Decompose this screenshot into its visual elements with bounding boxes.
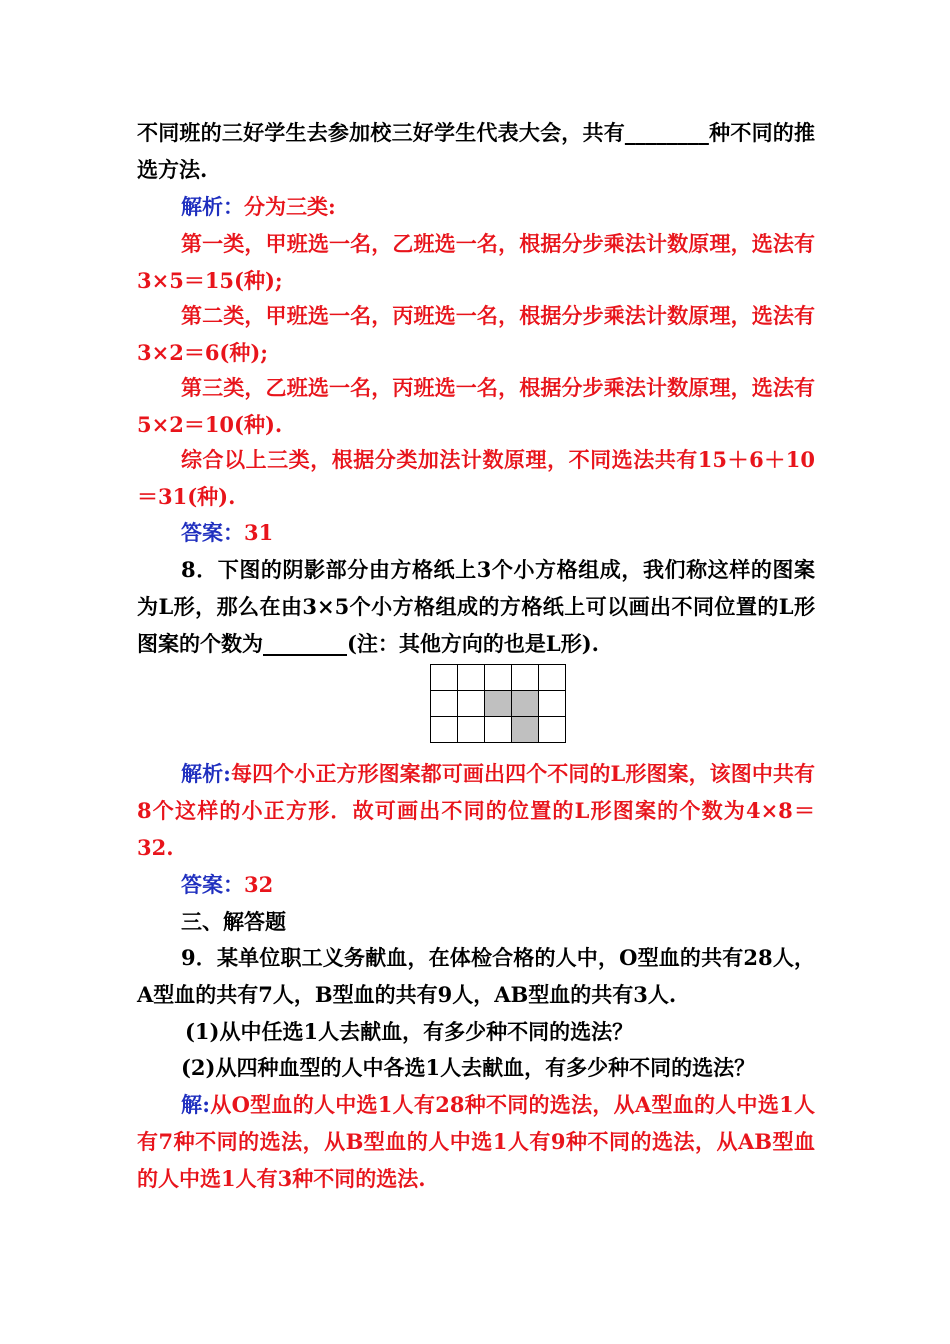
solution-label: 解析: bbox=[181, 761, 231, 786]
grid-cell bbox=[458, 665, 485, 691]
grid-cell bbox=[539, 665, 566, 691]
problem-7-summary: 综合以上三类，根据分类加法计数原理，不同选法共有15＋6＋10＝31(种). bbox=[137, 447, 815, 509]
grid-cell-shaded bbox=[512, 717, 539, 743]
problem-7-solution-intro bbox=[137, 188, 815, 225]
answer-label: 答案： bbox=[181, 520, 244, 545]
grid-cell-shaded bbox=[485, 691, 512, 717]
solution-text: 从O型血的人中选1人有28种不同的选法，从A型血的人中选1人有7种不同的选法，从B型血的人中选1人有9种不同的选法，从AB型血的人中选1人有3种不同的选法. bbox=[137, 1092, 815, 1191]
answer-value: 31 bbox=[244, 520, 274, 545]
solution-label: 解析： bbox=[181, 194, 244, 219]
problem-8-question: 8．下图的阴影部分由方格纸上3个小方格组成，我们称这样的图案为L形，那么在由3×5个小方格组成的方格纸上可以画出不同位置的L形图案的个数为________(注：其他方向的也是L形). bbox=[137, 557, 815, 656]
solution-text: 每四个小正方形图案都可画出四个不同的L形图案，该图中共有8个这样的小正方形．故可画出不同的位置的L形图案的个数为4×8＝32. bbox=[137, 761, 815, 860]
answer-label: 答案： bbox=[181, 872, 244, 897]
problem-7-tail-text: 不同班的三好学生去参加校三好学生代表大会，共有________种不同的推选方法. bbox=[137, 120, 815, 182]
problem-7-tail bbox=[137, 114, 815, 188]
grid-cell bbox=[539, 717, 566, 743]
solution-label: 解: bbox=[181, 1092, 211, 1117]
problem-9-question: 9．某单位职工义务献血，在体检合格的人中，O型血的共有28人，A型血的共有7人，B型血的共有9人，AB型血的共有3人. bbox=[137, 945, 815, 1007]
problem-7-case-3: 第三类，乙班选一名，丙班选一名，根据分步乘法计数原理，选法有5×2＝10(种). bbox=[137, 375, 815, 437]
grid-cell bbox=[431, 691, 458, 717]
solution-intro: 分为三类: bbox=[244, 194, 336, 219]
l-shape-grid-figure bbox=[430, 664, 566, 743]
answer-value: 32 bbox=[244, 872, 274, 897]
problem-7-answer bbox=[137, 514, 815, 551]
grid-cell bbox=[431, 717, 458, 743]
problem-9-sub-1: (1)从中任选1人去献血，有多少种不同的选法？ bbox=[185, 1019, 634, 1044]
problem-8-solution bbox=[137, 755, 815, 866]
grid-cell bbox=[485, 717, 512, 743]
grid-cell bbox=[485, 665, 512, 691]
grid-cell bbox=[458, 691, 485, 717]
grid-cell bbox=[431, 665, 458, 691]
section-heading: 三、解答题 bbox=[181, 909, 286, 934]
problem-7-case-2: 第二类，甲班选一名，丙班选一名，根据分步乘法计数原理，选法有3×2＝6(种); bbox=[137, 303, 815, 365]
grid-cell bbox=[512, 665, 539, 691]
problem-7-case-1: 第一类，甲班选一名，乙班选一名，根据分步乘法计数原理，选法有3×5＝15(种); bbox=[137, 231, 815, 293]
problem-9-sub-2: (2)从四种血型的人中各选1人去献血，有多少种不同的选法？ bbox=[181, 1055, 756, 1080]
grid-cell-shaded bbox=[512, 691, 539, 717]
problem-8-answer bbox=[137, 866, 815, 903]
problem-9-solution bbox=[137, 1086, 815, 1197]
grid-cell bbox=[539, 691, 566, 717]
grid-cell bbox=[458, 717, 485, 743]
